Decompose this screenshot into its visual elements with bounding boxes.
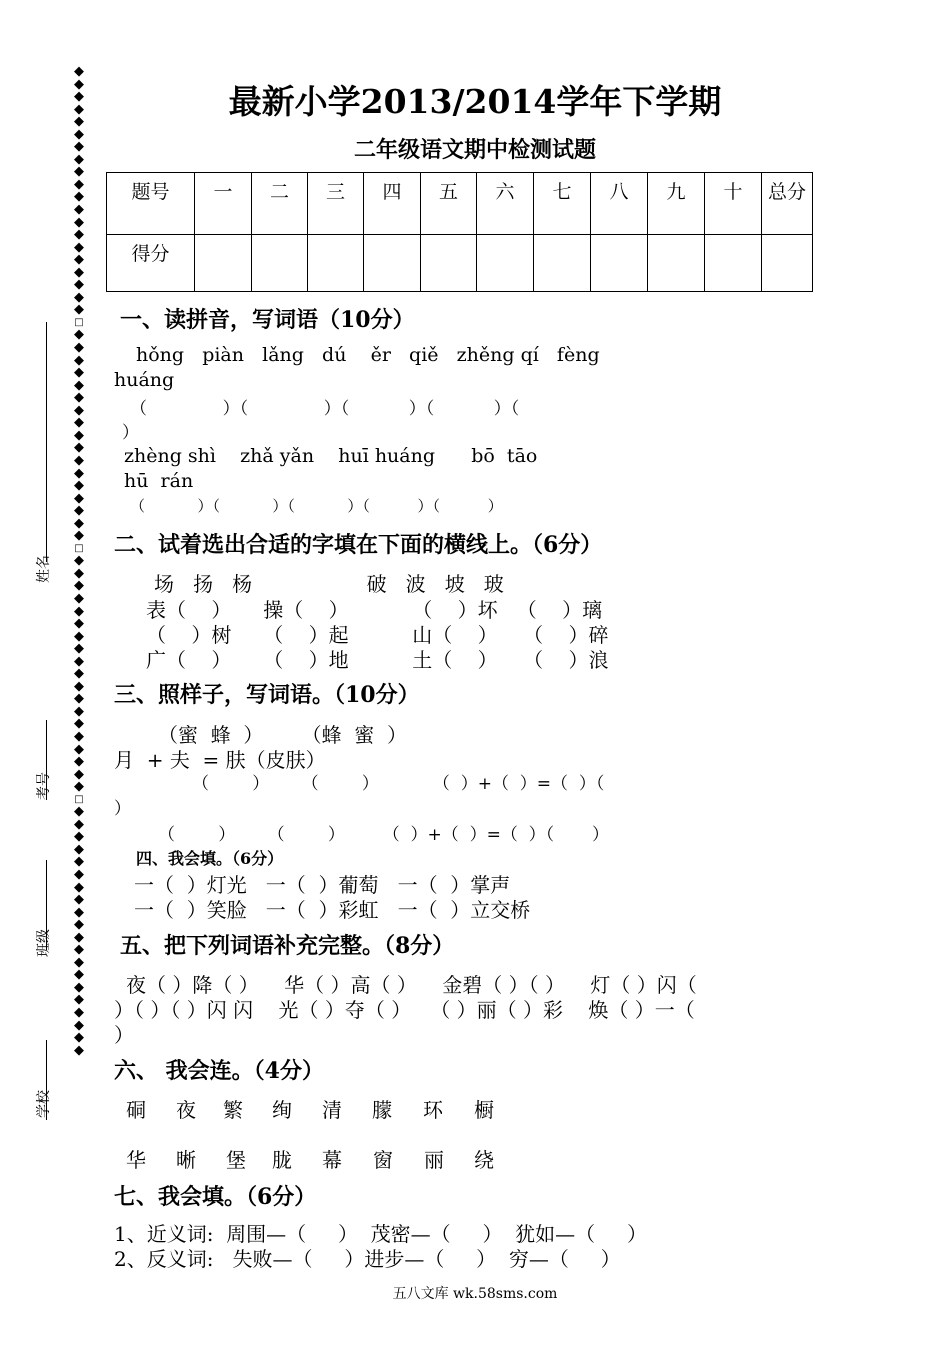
- binding-gap-mark: □: [74, 542, 84, 554]
- diamond-icon: ◆: [74, 666, 84, 682]
- section-5-title: 五、把下列词语补充完整。（8分）: [120, 933, 455, 959]
- diamond-icon: ◆: [74, 365, 84, 381]
- score-cell[interactable]: [477, 235, 534, 292]
- diamond-icon: ◆: [74, 427, 84, 443]
- s3-example-line: 月 + 夫 = 肤（皮肤）: [114, 748, 326, 772]
- s2-line: 广（ ） （ ）地 土（ ） （ ）浪: [146, 648, 609, 672]
- score-header-cell: 八: [591, 173, 648, 235]
- binding-gap-mark: □: [74, 316, 84, 328]
- score-table: [106, 172, 813, 292]
- score-header-cell: 三: [308, 173, 364, 235]
- diamond-icon: ◆: [74, 302, 84, 318]
- page-title: 最新小学2013/2014学年下学期: [228, 82, 722, 121]
- score-table-score-row: [107, 235, 813, 292]
- diamond-icon: ◆: [74, 904, 84, 920]
- diamond-icon: ◆: [74, 917, 84, 933]
- diamond-icon: ◆: [74, 164, 84, 180]
- diamond-icon: ◆: [74, 89, 84, 105]
- section-4-title: 四、我会填。（6分）: [136, 849, 284, 868]
- diamond-icon: ◆: [74, 277, 84, 293]
- score-cell[interactable]: [364, 235, 421, 292]
- diamond-icon: ◆: [74, 202, 84, 218]
- score-cell[interactable]: [591, 235, 648, 292]
- section-3-title: 三、照样子，写词语。（10分）: [114, 682, 420, 708]
- diamond-icon: ◆: [74, 327, 84, 343]
- s6-char[interactable]: 晰: [176, 1148, 196, 1172]
- diamond-icon: ◆: [74, 590, 84, 606]
- diamond-icon: ◆: [74, 691, 84, 707]
- score-header-cell: 一: [195, 173, 252, 235]
- score-cell[interactable]: [534, 235, 591, 292]
- diamond-icon: ◆: [74, 377, 84, 393]
- score-header-cell: 十: [705, 173, 762, 235]
- diamond-icon: ◆: [74, 804, 84, 820]
- s6-char[interactable]: 华: [126, 1148, 146, 1172]
- diamond-icon: ◆: [74, 879, 84, 895]
- s6-char[interactable]: 繁: [223, 1098, 243, 1122]
- page-subtitle: 二年级语文期中检测试题: [353, 137, 596, 163]
- diamond-icon: ◆: [74, 979, 84, 995]
- section-2-title: 二、试着选出合适的字填在下面的横线上。（6分）: [114, 532, 603, 558]
- diamond-icon: ◆: [74, 967, 84, 983]
- diamond-icon: ◆: [74, 239, 84, 255]
- diamond-icon: ◆: [74, 151, 84, 167]
- s3-answer-line: ）: [114, 799, 131, 819]
- diamond-icon: ◆: [74, 390, 84, 406]
- s7-line: 1、近义词: 周围—（ ） 茂密—（ ） 犹如—（ ）: [114, 1222, 647, 1246]
- exam-no-label: 考号: [36, 772, 52, 800]
- s6-char[interactable]: 硐: [126, 1098, 146, 1122]
- s5-line: ）: [114, 1023, 134, 1047]
- diamond-icon: ◆: [74, 503, 84, 519]
- s6-char[interactable]: 夜: [176, 1098, 196, 1122]
- s6-char[interactable]: 环: [423, 1098, 443, 1122]
- diamond-icon: ◆: [74, 452, 84, 468]
- score-header-cell: 六: [477, 173, 534, 235]
- diamond-icon: ◆: [74, 954, 84, 970]
- class-label: 班级: [36, 929, 52, 957]
- diamond-icon: ◆: [74, 565, 84, 581]
- diamond-icon: ◆: [74, 126, 84, 142]
- diamond-icon: ◆: [74, 653, 84, 669]
- score-cell[interactable]: [648, 235, 705, 292]
- s1-answer-line: （ ）（ ）（ ）（ ）（: [130, 399, 520, 419]
- score-row-label: 得分: [107, 235, 195, 292]
- diamond-icon: ◆: [74, 754, 84, 770]
- score-table-header-row: [107, 173, 813, 235]
- diamond-icon: ◆: [74, 264, 84, 280]
- s6-char[interactable]: 堡: [226, 1148, 246, 1172]
- diamond-icon: ◆: [74, 578, 84, 594]
- diamond-icon: ◆: [74, 227, 84, 243]
- score-cell[interactable]: [252, 235, 308, 292]
- s1-pinyin-line: zhèng shì zhǎ yǎn huī huáng bō tāo: [124, 445, 538, 467]
- footer-watermark: 五八文库 wk.58sms.com: [392, 1286, 558, 1302]
- s4-line: 一（ ）灯光 一（ ）葡萄 一（ ）掌声: [134, 873, 511, 897]
- s6-char[interactable]: 绚: [272, 1098, 292, 1122]
- score-header-cell: 总分: [762, 173, 813, 235]
- diamond-icon: ◆: [74, 992, 84, 1008]
- score-header-cell: 七: [534, 173, 591, 235]
- s1-pinyin-line: hū rán: [124, 470, 194, 492]
- section-6-title: 六、 我会连。（4分）: [114, 1058, 324, 1084]
- diamond-icon: ◆: [74, 214, 84, 230]
- binding-margin-diamonds: [70, 66, 88, 1057]
- s1-answer-line: ）: [122, 423, 139, 443]
- s6-char[interactable]: 胧: [272, 1148, 292, 1172]
- diamond-icon: ◆: [74, 678, 84, 694]
- s3-example-line: （蜜 蜂 ） （蜂 蜜 ）: [158, 723, 408, 747]
- diamond-icon: ◆: [74, 76, 84, 92]
- s2-line: （ ）树 （ ）起 山（ ） （ ）碎: [146, 623, 609, 647]
- diamond-icon: ◆: [74, 942, 84, 958]
- diamond-icon: ◆: [74, 101, 84, 117]
- s6-char[interactable]: 丽: [424, 1148, 444, 1172]
- score-header-cell: 九: [648, 173, 705, 235]
- s2-line: 表（ ） 操（ ） （ ）坏 （ ）璃: [146, 598, 603, 622]
- diamond-icon: ◆: [74, 490, 84, 506]
- diamond-icon: ◆: [74, 340, 84, 356]
- diamond-icon: ◆: [74, 1030, 84, 1046]
- s1-pinyin-line: hǒng piàn lǎng dú ěr qiě zhěng qí fèng: [136, 344, 600, 366]
- name-label: 姓名: [36, 555, 52, 583]
- score-header-cell: 题号: [107, 173, 195, 235]
- name-underline: [46, 322, 47, 562]
- diamond-icon: ◆: [74, 929, 84, 945]
- diamond-icon: ◆: [74, 189, 84, 205]
- diamond-icon: ◆: [74, 528, 84, 544]
- diamond-icon: ◆: [74, 415, 84, 431]
- diamond-icon: ◆: [74, 641, 84, 657]
- score-cell[interactable]: [308, 235, 364, 292]
- score-cell[interactable]: [195, 235, 252, 292]
- section-7-title: 七、我会填。（6分）: [114, 1184, 317, 1210]
- diamond-icon: ◆: [74, 289, 84, 305]
- diamond-icon: ◆: [74, 628, 84, 644]
- diamond-icon: ◆: [74, 867, 84, 882]
- diamond-icon: ◆: [74, 892, 84, 908]
- diamond-icon: ◆: [74, 854, 84, 870]
- diamond-icon: ◆: [74, 766, 84, 782]
- diamond-icon: ◆: [74, 728, 84, 744]
- score-cell[interactable]: [762, 235, 813, 292]
- diamond-icon: ◆: [74, 440, 84, 456]
- score-header-cell: 四: [364, 173, 421, 235]
- s4-line: 一（ ）笑脸 一（ ）彩虹 一（ ）立交桥: [134, 898, 531, 922]
- diamond-icon: ◆: [74, 841, 84, 857]
- score-cell[interactable]: [421, 235, 477, 292]
- s3-answer-line: （ ） （ ） （ ）+（ ）=（ ）（: [192, 774, 605, 794]
- binding-gap-mark: □: [74, 793, 84, 805]
- diamond-icon: ◆: [74, 703, 84, 719]
- diamond-icon: ◆: [74, 402, 84, 418]
- diamond-icon: ◆: [74, 1042, 84, 1058]
- diamond-icon: ◆: [74, 553, 84, 569]
- diamond-icon: ◆: [74, 779, 84, 795]
- diamond-icon: ◆: [74, 176, 84, 192]
- s5-line: 夜（ ）降（ ） 华（ ）高（ ） 金碧（ ）（ ） 灯（ ）闪（: [126, 973, 697, 997]
- diamond-icon: ◆: [74, 1005, 84, 1021]
- s5-line: ）（ ）（ ）闪 闪 光（ ）夺（ ） （ ）丽（ ）彩 焕（ ）一（: [114, 998, 695, 1022]
- school-label: 学校: [36, 1090, 52, 1118]
- diamond-icon: ◆: [74, 603, 84, 619]
- score-header-cell: 二: [252, 173, 308, 235]
- s2-line: 场 扬 杨 破 波 坡 玻: [154, 572, 504, 596]
- diamond-icon: ◆: [74, 114, 84, 130]
- score-cell[interactable]: [705, 235, 762, 292]
- diamond-icon: ◆: [74, 829, 84, 845]
- diamond-icon: ◆: [74, 616, 84, 632]
- s1-answer-line: （ ）（ ）（ ）（ ）（ ）: [130, 497, 503, 515]
- score-header-cell: 五: [421, 173, 477, 235]
- diamond-icon: ◆: [74, 1017, 84, 1033]
- s1-pinyin-line: huáng: [114, 369, 175, 391]
- diamond-icon: ◆: [74, 478, 84, 494]
- s7-line: 2、反义词: 失败—（ ）进步—（ ） 穷—（ ）: [114, 1247, 621, 1271]
- diamond-icon: ◆: [74, 64, 84, 79]
- section-1-title: 一、读拼音，写词语（10分）: [120, 307, 415, 333]
- s6-char[interactable]: 朦: [372, 1098, 392, 1122]
- s3-answer-line: （ ） （ ） （ ）+（ ）=（ ）（ ）: [158, 825, 609, 845]
- diamond-icon: ◆: [74, 252, 84, 268]
- s6-char[interactable]: 窗: [373, 1148, 393, 1172]
- diamond-icon: ◆: [74, 741, 84, 757]
- diamond-icon: ◆: [74, 352, 84, 368]
- diamond-icon: ◆: [74, 515, 84, 531]
- diamond-icon: ◆: [74, 716, 84, 732]
- s6-char[interactable]: 幕: [322, 1148, 342, 1172]
- s6-char[interactable]: 清: [322, 1098, 342, 1122]
- diamond-icon: ◆: [74, 139, 84, 155]
- s6-char[interactable]: 绕: [474, 1148, 494, 1172]
- diamond-icon: ◆: [74, 465, 84, 481]
- diamond-icon: ◆: [74, 816, 84, 832]
- s6-char[interactable]: 橱: [474, 1098, 494, 1122]
